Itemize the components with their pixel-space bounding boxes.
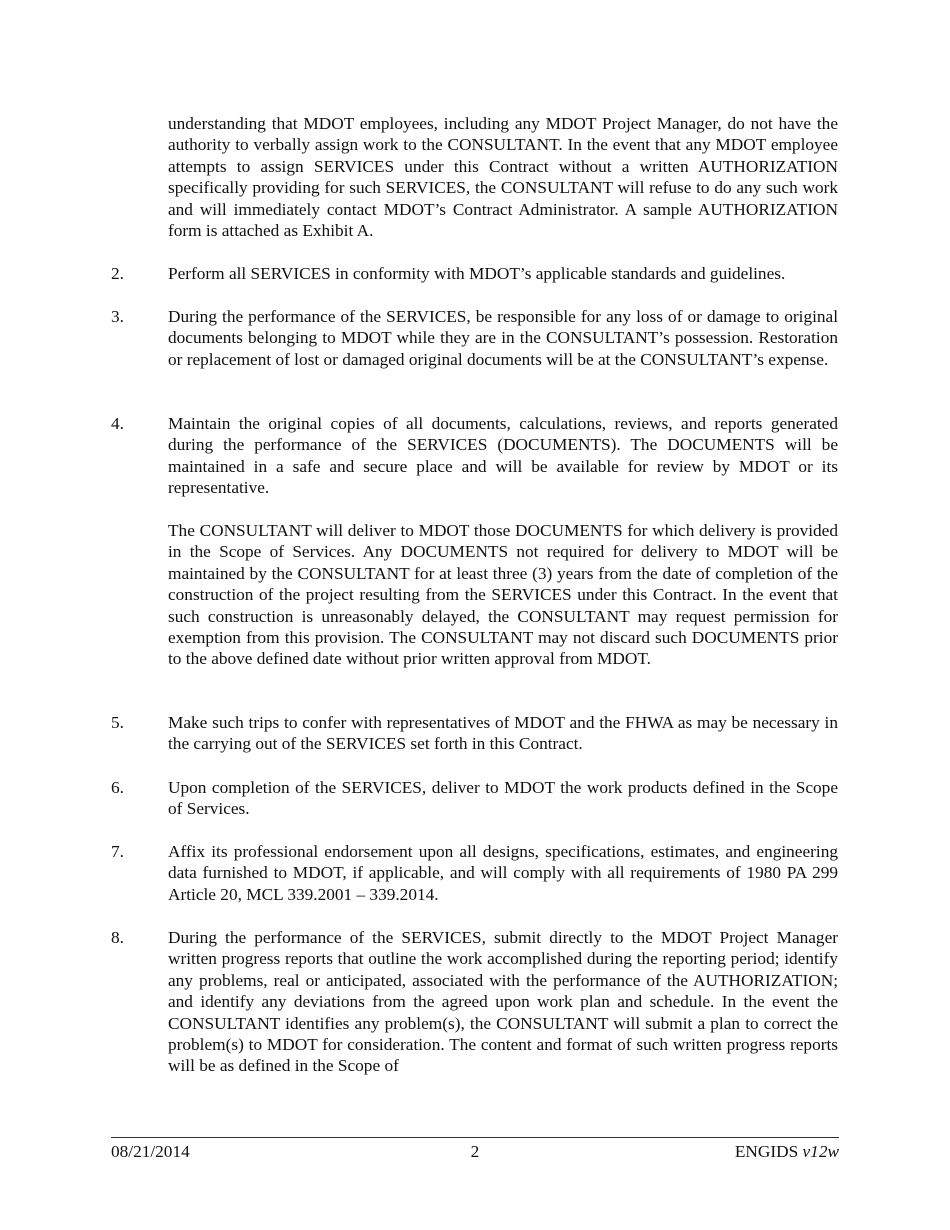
item-3-number: 3. <box>111 307 124 326</box>
footer-page-number: 2 <box>470 1142 480 1161</box>
item-4-number: 4. <box>111 414 124 433</box>
footer-form-id <box>735 1141 839 1162</box>
footer-form-name: ENGIDS <box>734 1142 799 1161</box>
item-5-number: 5. <box>111 713 124 732</box>
item-2-text: Perform all SERVICES in conformity with MDOT’s applicable standards and guidelines. <box>168 264 786 283</box>
item-5-text: Make such trips to confer with representatives of MDOT and the FHWA as may be necessary in the carrying out of the SERVICES set forth in this Contract. <box>168 713 838 754</box>
item-8-number: 8. <box>111 928 124 947</box>
footer-date: 08/21/2014 <box>111 1142 190 1161</box>
continuation-paragraph: understanding that MDOT employees, including any MDOT Project Manager, do not have the authority to verbally assign work to the CONSULTANT. In the event that any MDOT employee attempts to assign SERVICES under this Contract without a written AUTHORIZATION specifically providing for such SERVICES, the CONSULTANT will refuse to do any such work and will immediately contact MDOT’s Contract Administrator. A sample AUTHORIZATION form is attached as Exhibit A. <box>168 114 838 241</box>
item-6-text: Upon completion of the SERVICES, deliver to MDOT the work products defined in the Scope of Services. <box>168 778 838 819</box>
item-3-text: During the performance of the SERVICES, be responsible for any loss of or damage to original documents belonging to MDOT while they are in the CONSULTANT’s possession. Restoration or replacement of lost or damaged original documents will be at the CONSULTANT’s expense. <box>168 307 838 369</box>
footer-form-version: v12w <box>802 1142 839 1161</box>
item-7-number: 7. <box>111 842 124 861</box>
item-4-sub-paragraph: The CONSULTANT will deliver to MDOT those DOCUMENTS for which delivery is provided in the Scope of Services. Any DOCUMENTS not required for delivery to MDOT will be maintained by the CONSULTANT for at least three (3) years from the date of completion of the construction of the project resulting from the SERVICES under this Contract. In the event that such construction is unreasonably delayed, the CONSULTANT may request permission for exemption from this provision. The CONSULTANT may not discard such DOCUMENTS prior to the above defined date without prior written approval from MDOT. <box>168 521 838 669</box>
item-2-number: 2. <box>111 264 124 283</box>
footer-rule <box>111 1137 839 1138</box>
item-4-text: Maintain the original copies of all documents, calculations, reviews, and reports generated during the performance of the SERVICES (DOCUMENTS). The DOCUMENTS will be maintained in a safe and secure place and will be available for review by MDOT or its representative. <box>168 414 838 498</box>
item-8-text: During the performance of the SERVICES, submit directly to the MDOT Project Manager written progress reports that outline the work accomplished during the reporting period; identify any problems, real or anticipated, associated with the performance of the AUTHORIZATION; and identify any deviations from the agreed upon work plan and schedule. In the event the CONSULTANT identifies any problem(s), the CONSULTANT will submit a plan to correct the problem(s) to MDOT for consideration. The content and format of such written progress reports will be as defined in the Scope of <box>168 928 838 1076</box>
item-6-number: 6. <box>111 778 124 797</box>
item-7-text: Affix its professional endorsement upon all designs, specifications, estimates, and engineering data furnished to MDOT, if applicable, and will comply with all requirements of 1980 PA 299 Article 20, MCL 339.2001 – 339.2014. <box>168 842 838 904</box>
